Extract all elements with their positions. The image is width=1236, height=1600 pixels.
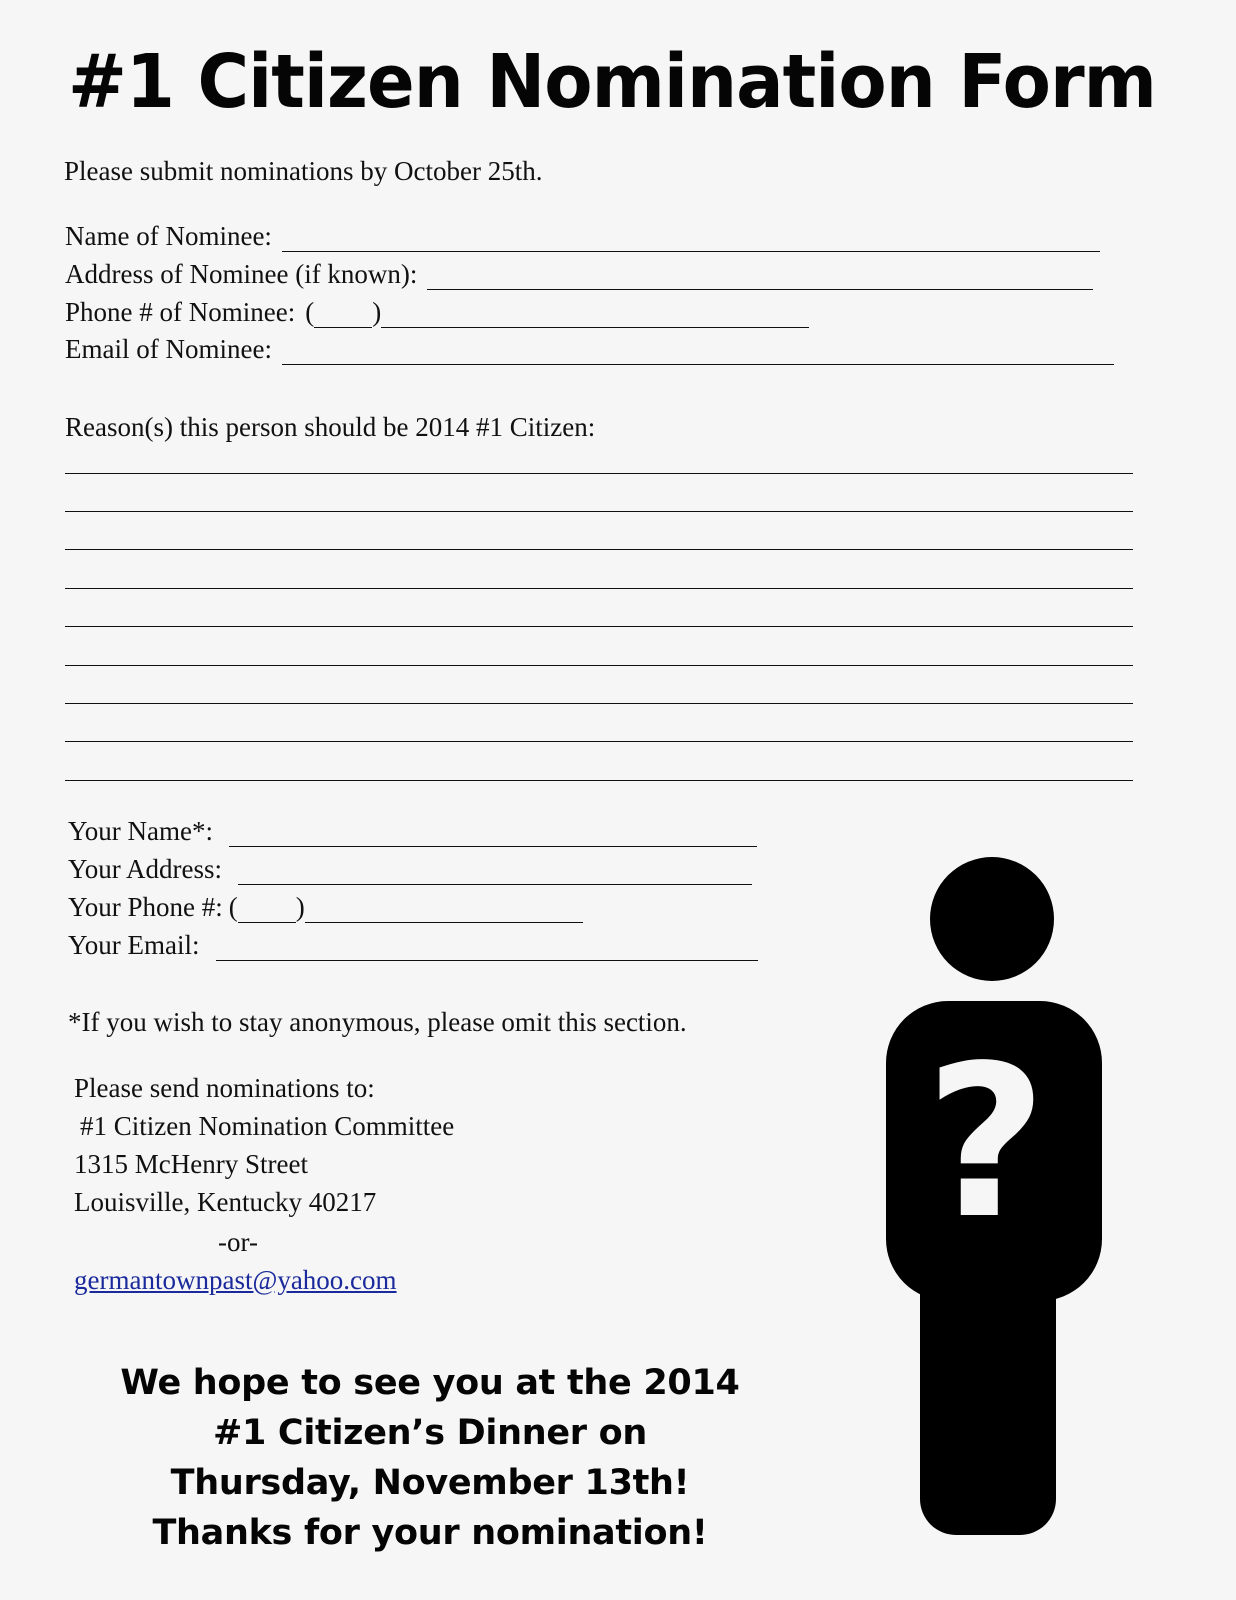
reason-line[interactable]: [65, 588, 1133, 589]
reason-line[interactable]: [65, 626, 1133, 627]
closing-line: Thursday, November 13th!: [170, 1463, 690, 1503]
closing-line: We hope to see you at the 2014: [120, 1363, 740, 1403]
your-address-field[interactable]: [238, 861, 752, 885]
city-state-zip: Louisville, Kentucky 40217: [74, 1187, 377, 1217]
your-name-row: [68, 815, 757, 847]
nominee-name-label: Name of Nominee:: [65, 221, 272, 251]
or-separator: -or-: [218, 1227, 258, 1257]
reason-line[interactable]: [65, 703, 1133, 704]
nominee-phone-field[interactable]: [381, 304, 809, 328]
your-name-field[interactable]: [229, 823, 757, 847]
person-question-icon: [880, 855, 1110, 1545]
your-email-label: Your Email:: [68, 930, 200, 960]
anonymous-note: *If you wish to stay anonymous, please omit this section.: [68, 1007, 687, 1037]
your-area-code-field[interactable]: [229, 891, 305, 923]
closing-line: #1 Citizen’s Dinner on: [212, 1413, 648, 1453]
closing-message: [90, 1358, 770, 1558]
reason-line[interactable]: [65, 780, 1133, 781]
reason-line[interactable]: [65, 549, 1133, 550]
paren-open: (: [228, 892, 238, 922]
your-email-field[interactable]: [216, 937, 758, 961]
page-title: #1 Citizen Nomination Form: [68, 39, 1156, 125]
your-phone-field[interactable]: [305, 899, 583, 923]
nominee-name-row: [65, 220, 1100, 252]
reason-label: Reason(s) this person should be 2014 #1 Citizen:: [65, 412, 596, 442]
nominee-email-field[interactable]: [282, 341, 1114, 365]
your-name-label: Your Name*:: [68, 816, 214, 846]
nominee-name-field[interactable]: [282, 228, 1100, 252]
nominee-address-row: [65, 258, 1093, 290]
nominee-address-label: Address of Nominee (if known):: [65, 259, 418, 289]
your-email-row: [68, 929, 758, 961]
your-phone-label: Your Phone #:: [68, 892, 223, 922]
nominee-address-field[interactable]: [427, 266, 1093, 290]
nominee-email-row: [65, 333, 1114, 365]
closing-line: Thanks for your nomination!: [152, 1513, 708, 1553]
nominee-email-label: Email of Nominee:: [65, 334, 272, 364]
nominee-phone-row: [65, 296, 809, 328]
your-phone-row: [68, 891, 583, 923]
paren-open: (: [305, 297, 315, 327]
nominee-phone-label: Phone # of Nominee:: [65, 297, 296, 327]
paren-close: ): [295, 892, 305, 922]
deadline-text: Please submit nominations by October 25th.: [64, 156, 543, 186]
question-mark: ?: [925, 1020, 1047, 1265]
send-intro: Please send nominations to:: [74, 1073, 375, 1103]
street-address: 1315 McHenry Street: [74, 1149, 308, 1179]
nominee-area-code-field[interactable]: [305, 296, 381, 328]
reason-line[interactable]: [65, 665, 1133, 666]
email-link[interactable]: germantownpast@yahoo.com: [74, 1265, 397, 1295]
reason-line[interactable]: [65, 511, 1133, 512]
reason-line[interactable]: [65, 741, 1133, 742]
committee-name: #1 Citizen Nomination Committee: [80, 1111, 455, 1141]
paren-close: ): [372, 297, 382, 327]
your-address-label: Your Address:: [68, 854, 223, 884]
reason-line[interactable]: [65, 473, 1133, 474]
your-address-row: [68, 853, 752, 885]
